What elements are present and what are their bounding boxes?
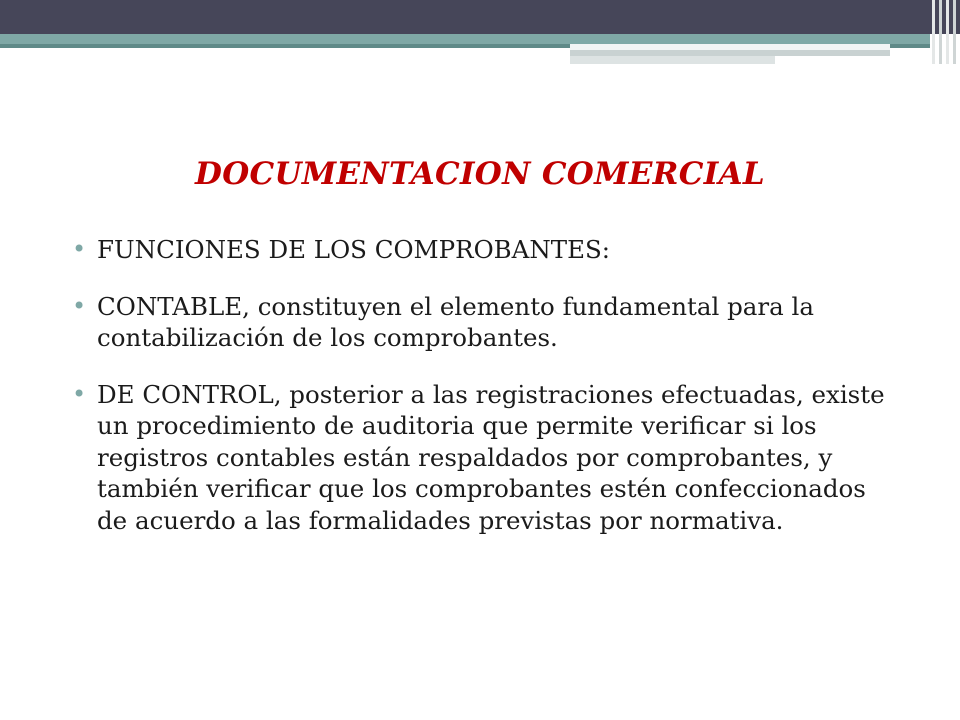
header-decor-strip bbox=[570, 56, 775, 64]
bullet-dot-icon: • bbox=[72, 379, 87, 408]
bullet-item bbox=[72, 379, 902, 537]
header-decor-vbar bbox=[932, 0, 935, 64]
header-accent-band bbox=[0, 34, 930, 44]
bullet-dot-icon: • bbox=[72, 291, 87, 320]
header-decor-vbar bbox=[939, 0, 942, 64]
header-decor-vbar bbox=[953, 0, 956, 64]
header-decor-vbar bbox=[946, 0, 949, 64]
bullet-dot-icon: • bbox=[72, 235, 87, 263]
bullet-text: CONTABLE, constituyen el elemento fundamental para la contabilización de los comprobantes. bbox=[97, 291, 814, 352]
bullet-item bbox=[72, 291, 902, 354]
bullet-item bbox=[72, 234, 902, 266]
bullet-list bbox=[72, 234, 902, 561]
bullet-text: DE CONTROL, posterior a las registraciones efectuadas, existe un procedimiento de auditoria que permite verificar si los registros contables están respaldados por comprobantes, y también verificar que los comprobantes estén confeccionados de acuerdo a las formalidades previstas por normativa. bbox=[97, 379, 885, 535]
slide-title: DOCUMENTACION COMERCIAL bbox=[195, 156, 765, 192]
bullet-text: FUNCIONES DE LOS COMPROBANTES: bbox=[97, 235, 611, 264]
header-bar bbox=[0, 0, 960, 34]
